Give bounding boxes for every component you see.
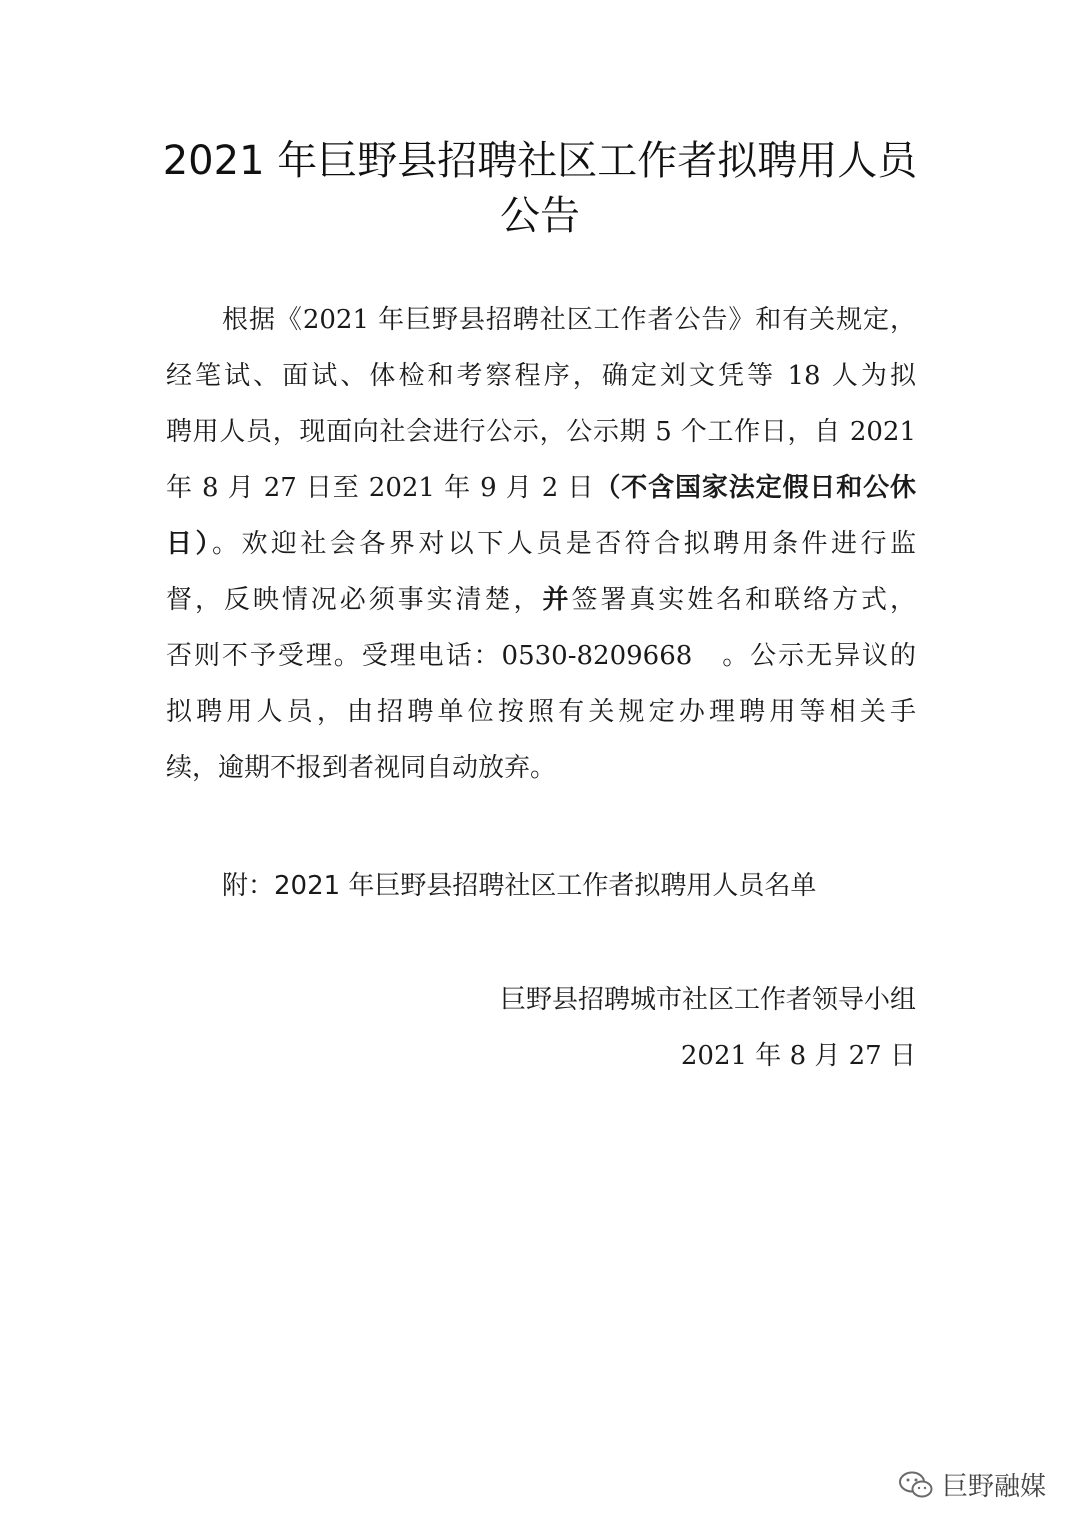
source-watermark — [898, 1466, 1046, 1503]
body-line: 经笔试、面试、体检和考察程序，确定刘文凭等 18 人为拟 — [166, 361, 916, 391]
body-line: 拟聘用人员，由招聘单位按照有关规定办理聘用等相关手 — [166, 697, 916, 727]
holiday-note-end: 日） — [166, 529, 212, 559]
document-title-line-1: 2021 年巨野县招聘社区工作者拟聘用人员 — [162, 138, 918, 184]
signature-date: 2021 年 8 月 27 日 — [680, 1041, 916, 1071]
signature-organization: 巨野县招聘城市社区工作者领导小组 — [499, 985, 916, 1015]
body-line-5-text: 。欢迎社会各界对以下人员是否符合拟聘用条件进行监 — [211, 529, 916, 559]
watermark-text: 巨野融媒 — [941, 1472, 1046, 1502]
document-title-line-2: 公告 — [500, 193, 580, 239]
body-line-6-a: 督，反映情况必须事实清楚， — [166, 585, 543, 615]
body-line-4 — [166, 470, 916, 506]
wechat-icon — [898, 1470, 934, 1500]
body-line-6-b: 签署真实姓名和联络方式， — [571, 585, 916, 615]
holiday-note: 不含国家法定假日和公休 — [621, 473, 916, 503]
attachment-note: 附：2021 年巨野县招聘社区工作者拟聘用人员名单 — [222, 871, 817, 901]
body-line-5 — [166, 526, 916, 562]
body-line: 聘用人员，现面向社会进行公示，公示期 5 个工作日，自 2021 — [166, 417, 916, 447]
body-line-6 — [166, 582, 916, 618]
body-line-4-text: 年 8 月 27 日至 2021 年 9 月 2 日 — [166, 473, 595, 503]
body-line-6-bold: 并 — [542, 585, 572, 615]
holiday-note-open-paren: （ — [594, 473, 622, 503]
body-line: 续，逾期不报到者视同自动放弃。 — [166, 753, 557, 783]
body-line: 否则不予受理。受理电话：0530-8209668 。公示无异议的 — [166, 641, 916, 671]
body-line: 根据《2021 年巨野县招聘社区工作者公告》和有关规定， — [222, 305, 916, 335]
